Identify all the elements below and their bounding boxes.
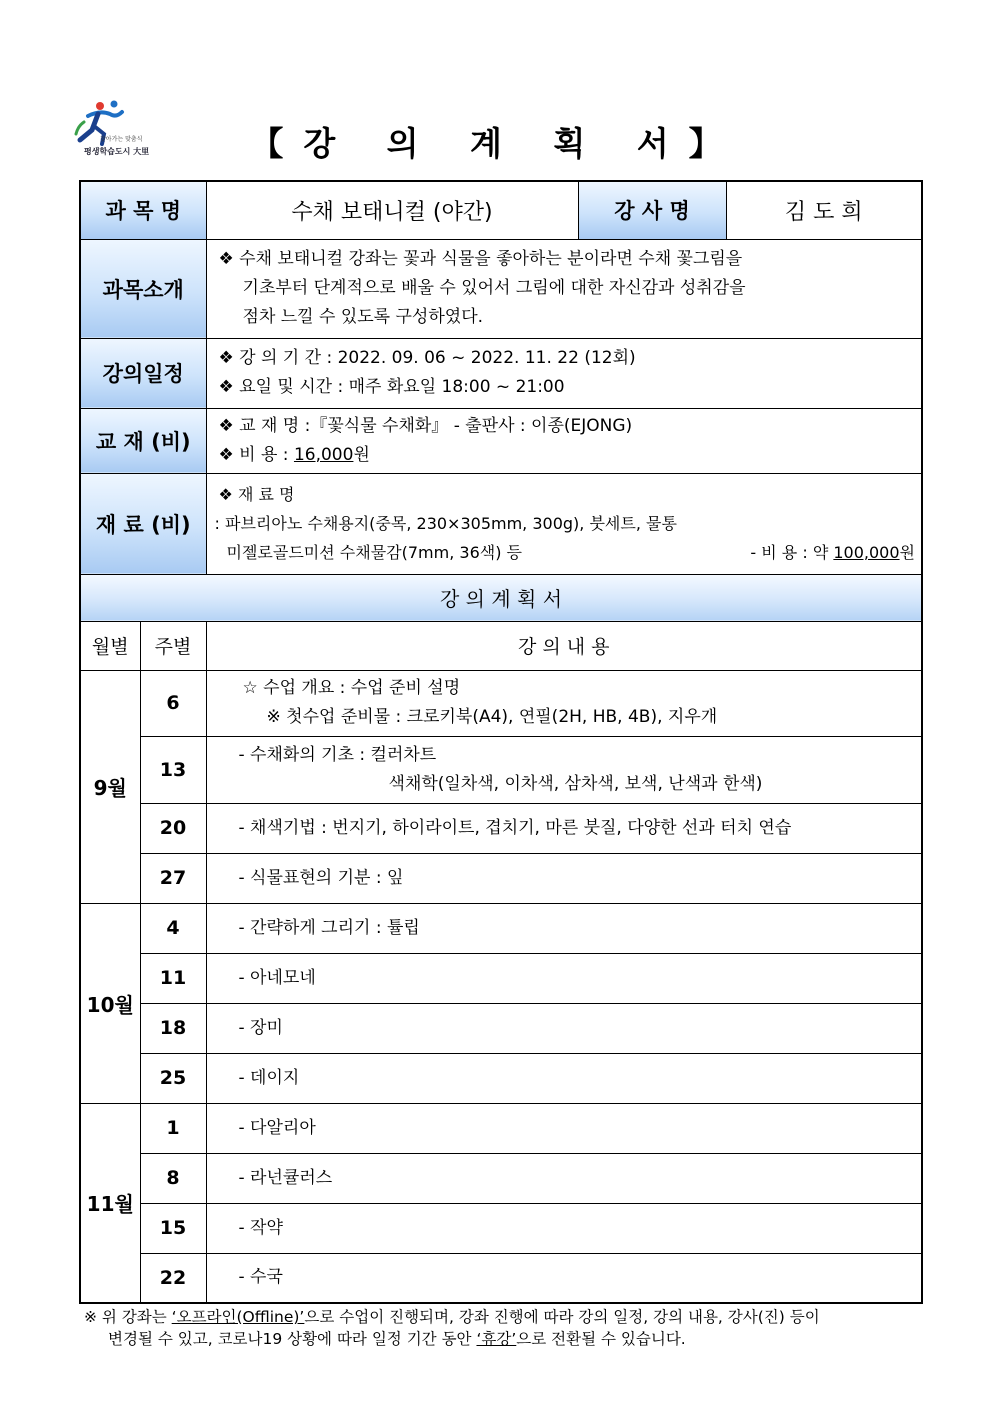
page-title: 【강 의 계 획 서】 xyxy=(250,124,742,163)
content-cell xyxy=(206,953,922,1003)
intro-content xyxy=(206,239,922,338)
week-cell: 8 xyxy=(140,1153,206,1203)
instructor-label: 강 사 명 xyxy=(578,181,726,239)
table-row xyxy=(80,1253,922,1303)
schedule-content xyxy=(206,338,922,408)
content-line: - 간략하게 그리기 : 튤립 xyxy=(238,917,420,938)
table-row xyxy=(80,1003,922,1053)
logo-tagline: 찾아가는 맞춤식 xyxy=(100,136,143,143)
month-cell: 9월 xyxy=(80,670,140,903)
schedule-time: ❖ 요일 및 시간 : 매주 화요일 18:00 ~ 21:00 xyxy=(218,377,565,397)
table-row xyxy=(80,1053,922,1103)
textbook-cost: 16,000 xyxy=(293,444,354,465)
col-content: 강 의 내 용 xyxy=(206,621,922,670)
table-row xyxy=(80,1203,922,1253)
textbook-cost-prefix: ❖ 비 용 : xyxy=(218,444,294,465)
footer-l1b: ‘오프라인(Offline)’ xyxy=(171,1308,305,1326)
instructor-value: 김 도 희 xyxy=(726,181,922,239)
material-line-1: : 파브리아노 수채용지(중목, 230×305mm, 300g), 붓세트, 물통 xyxy=(214,514,677,533)
textbook-label: 교 재 (비) xyxy=(80,408,206,473)
textbook-row xyxy=(80,408,922,473)
textbook-cost-suffix: 원 xyxy=(353,444,370,465)
footer-line-1 xyxy=(84,1306,924,1328)
content-cell xyxy=(206,1103,922,1153)
week-cell: 4 xyxy=(140,903,206,953)
footer-l2c: 으로 전환될 수 있습니다. xyxy=(516,1330,686,1348)
col-week: 주별 xyxy=(140,621,206,670)
content-line: - 장미 xyxy=(238,1017,283,1038)
content-cell xyxy=(206,903,922,953)
material-cost-prefix: - 비 용 : 약 xyxy=(750,543,834,562)
content-line: - 라넌큘러스 xyxy=(238,1167,333,1188)
subject-row xyxy=(80,181,922,239)
intro-line-1: ❖ 수채 보태니컬 강좌는 꽃과 식물을 좋아하는 분이라면 수채 꽃그림을 xyxy=(218,249,743,269)
footer-l2b: ‘휴강’ xyxy=(476,1330,517,1348)
footer-line-2 xyxy=(84,1328,924,1350)
table-row xyxy=(80,1153,922,1203)
content-cell xyxy=(206,1053,922,1103)
table-row xyxy=(80,853,922,903)
material-line-2-wrap xyxy=(219,538,922,567)
content-cell xyxy=(206,1003,922,1053)
week-cell: 6 xyxy=(140,670,206,736)
content-cell xyxy=(206,853,922,903)
month-cell: 11월 xyxy=(80,1103,140,1303)
material-row xyxy=(80,473,922,574)
week-cell: 13 xyxy=(140,736,206,803)
content-cell xyxy=(206,803,922,853)
month-cell: 10월 xyxy=(80,903,140,1103)
week-cell: 15 xyxy=(140,1203,206,1253)
content-line: 색채학(일차색, 이차색, 삼차색, 보색, 난색과 한색) xyxy=(388,773,763,794)
content-cell xyxy=(206,1253,922,1303)
footer-l1a: ※ 위 강좌는 xyxy=(84,1308,172,1326)
content-line: - 아네모네 xyxy=(238,967,316,988)
intro-line-2: 기초부터 단계적으로 배울 수 있어서 그림에 대한 자신감과 성취감을 xyxy=(242,278,746,298)
content-cell xyxy=(206,1153,922,1203)
subject-label: 과 목 명 xyxy=(80,181,206,239)
col-month: 월별 xyxy=(80,621,140,670)
textbook-cost-line xyxy=(219,441,922,470)
material-line-2: 미젤로골드미션 수채물감(7mm, 36색) 등 xyxy=(226,543,522,562)
schedule-row xyxy=(80,338,922,408)
week-cell: 18 xyxy=(140,1003,206,1053)
material-label: 재 료 (비) xyxy=(80,473,206,574)
intro-line-3: 점차 느낄 수 있도록 구성하였다. xyxy=(242,307,484,327)
week-cell: 11 xyxy=(140,953,206,1003)
content-line: - 작약 xyxy=(238,1217,283,1238)
table-row xyxy=(80,903,922,953)
subject-value: 수채 보태니컬 (야간) xyxy=(206,181,578,239)
content-cell xyxy=(206,736,922,803)
footer-note xyxy=(84,1306,924,1350)
material-head: ❖ 재 료 명 xyxy=(218,485,295,504)
table-row xyxy=(80,1103,922,1153)
week-cell: 27 xyxy=(140,853,206,903)
material-cost-line xyxy=(750,538,915,567)
schedule-label: 강의일정 xyxy=(80,338,206,408)
footer-l2a: 변경될 수 있고, 코로나19 상황에 따라 일정 기간 동안 xyxy=(108,1330,477,1348)
plan-header-row xyxy=(80,621,922,670)
content-line: - 데이지 xyxy=(238,1067,300,1088)
material-cost-suffix: 원 xyxy=(899,543,916,562)
content-line: - 다알리아 xyxy=(238,1117,316,1138)
plan-band-title: 강 의 계 획 서 xyxy=(80,574,922,621)
course-plan-table xyxy=(79,180,923,1304)
table-row xyxy=(80,953,922,1003)
content-line: - 수채화의 기초 : 컬러차트 xyxy=(238,744,437,765)
intro-label: 과목소개 xyxy=(80,239,206,338)
schedule-period: ❖ 강 의 기 간 : 2022. 09. 06 ~ 2022. 11. 22 (12회) xyxy=(218,348,636,368)
material-content xyxy=(206,473,922,574)
week-cell: 25 xyxy=(140,1053,206,1103)
material-cost: 100,000 xyxy=(833,543,900,562)
content-cell xyxy=(206,1203,922,1253)
week-cell: 20 xyxy=(140,803,206,853)
content-line: - 채색기법 : 번지기, 하이라이트, 겹치기, 마른 붓질, 다양한 선과 터치 연습 xyxy=(238,817,792,838)
intro-row xyxy=(80,239,922,338)
footer-l1c: 으로 수업이 진행되며, 강좌 진행에 따라 강의 일정, 강의 내용, 강사(진) 등이 xyxy=(304,1308,820,1326)
content-line: ☆ 수업 개요 : 수업 준비 설명 xyxy=(242,678,461,698)
table-row xyxy=(80,803,922,853)
table-row xyxy=(80,736,922,803)
content-line: - 수국 xyxy=(238,1267,283,1288)
content-line: ※ 첫수업 준비물 : 크로키북(A4), 연필(2H, HB, 4B), 지우개 xyxy=(266,707,718,727)
textbook-content xyxy=(206,408,922,473)
week-cell: 22 xyxy=(140,1253,206,1303)
content-cell xyxy=(206,670,922,736)
table-row xyxy=(80,670,922,736)
week-cell: 1 xyxy=(140,1103,206,1153)
textbook-title: ❖ 교 재 명 :『꽃식물 수채화』 - 출판사 : 이종(EJONG) xyxy=(218,415,633,436)
content-line: - 식물표현의 기분 : 잎 xyxy=(238,867,404,888)
plan-body xyxy=(80,670,922,1303)
logo-name: 평생학습도시 大里 xyxy=(84,147,150,156)
plan-band-row xyxy=(80,574,922,621)
